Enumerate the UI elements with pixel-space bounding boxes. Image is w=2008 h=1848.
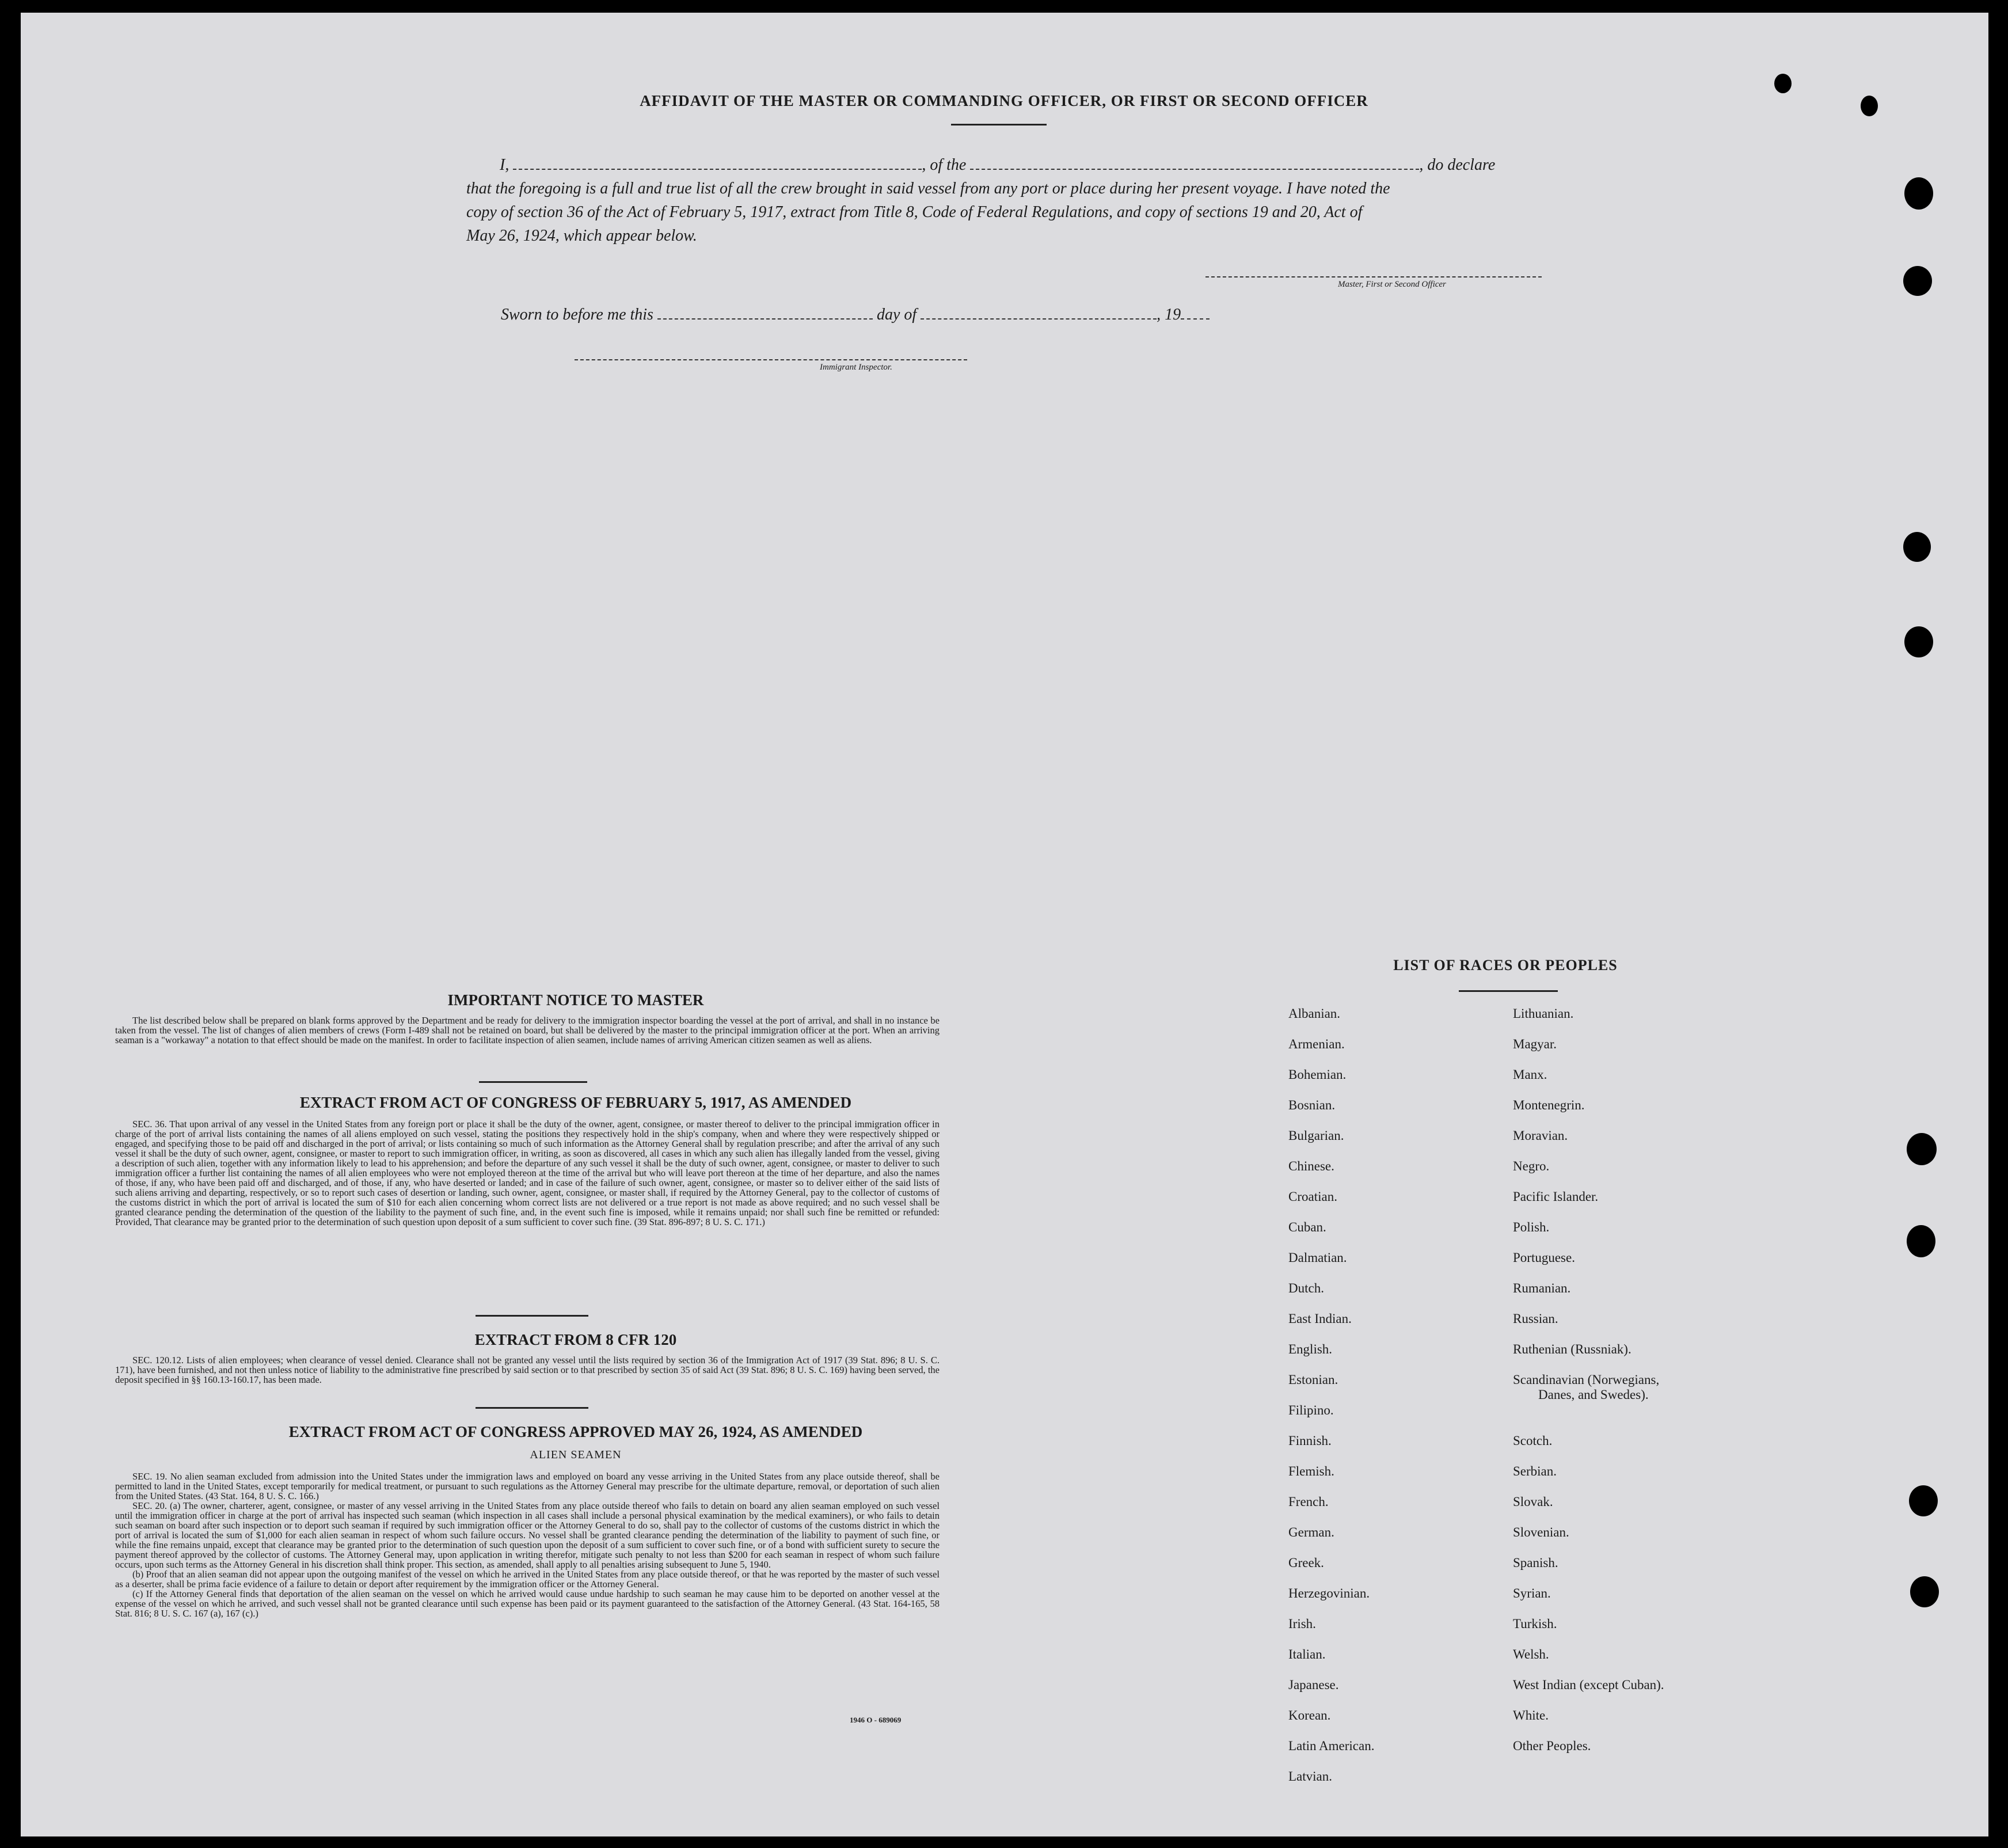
race-item: Filipino. <box>1288 1403 1334 1417</box>
extract-1917-body <box>115 1119 940 1227</box>
day-of-label: day of <box>876 306 917 324</box>
sec-20b-paragraph: (b) Proof that an alien seaman did not appear upon the outgoing manifest of the vessel on which he arrived in the United States from any place outside thereof, or that he was reported by the master of such vessel as a deserter, shall be prima facie evidence of a failure to detain or deport after requirement by the immigration officer or the Attorney General. <box>115 1569 940 1590</box>
sworn-line <box>501 303 1210 327</box>
extract-1917-title: EXTRACT FROM ACT OF CONGRESS OF FEBRUARY 5, 1917, AS AMENDED <box>299 1094 852 1111</box>
section-rule <box>479 1081 587 1083</box>
race-item: German. <box>1288 1525 1334 1539</box>
race-item: Armenian. <box>1288 1037 1345 1051</box>
race-item: Finnish. <box>1288 1433 1332 1448</box>
race-item: Slovenian. <box>1513 1525 1569 1539</box>
race-item: Irish. <box>1288 1617 1316 1631</box>
race-item: Herzegovinian. <box>1288 1586 1370 1600</box>
race-item: Scandinavian (Norwegians, <box>1513 1372 1660 1387</box>
extract-1924-body <box>115 1471 940 1618</box>
punch-hole <box>1903 532 1931 562</box>
race-item: Danes, and Swedes). <box>1538 1387 1649 1402</box>
punch-hole <box>1907 1225 1935 1257</box>
race-item: Pacific Islander. <box>1513 1189 1599 1204</box>
race-item: Bosnian. <box>1288 1098 1336 1112</box>
section-rule <box>476 1315 588 1317</box>
extract-1924-title: EXTRACT FROM ACT OF CONGRESS APPROVED MAY 26, 1924, AS AMENDED <box>288 1423 863 1440</box>
race-item: English. <box>1288 1342 1333 1356</box>
race-item: Korean. <box>1288 1708 1331 1722</box>
race-item: Croatian. <box>1288 1189 1337 1204</box>
race-item: West Indian (except Cuban). <box>1513 1678 1664 1692</box>
race-item: Russian. <box>1513 1311 1558 1326</box>
sec-19-paragraph: SEC. 19. No alien seaman excluded from admission into the United States under the immigration laws and employed on board any vesse arriving in the United States from any place outside thereof, shall be permitted to land in the United States, except temporarily for medical treatment, or pursuant to such regulations as the Attorney General may prescribe for the ultimate departure, removal, or deportation of such alien from the United States. (43 Stat. 164, 8 U. S. C. 166.) <box>115 1471 940 1501</box>
race-item: Polish. <box>1513 1220 1550 1234</box>
affidavit-line2: that the foregoing is a full and true list of all the crew brought in said vessel from any port or place during her present voyage. I have noted the <box>466 180 1390 197</box>
race-item: East Indian. <box>1288 1311 1352 1326</box>
race-item: Dalmatian. <box>1288 1250 1347 1265</box>
race-item: White. <box>1513 1708 1549 1722</box>
extract-cfr-title: EXTRACT FROM 8 CFR 120 <box>474 1331 677 1348</box>
race-item: Italian. <box>1288 1647 1326 1661</box>
punch-hole <box>1904 177 1933 210</box>
race-item: Montenegrin. <box>1513 1098 1585 1112</box>
punch-hole <box>1774 74 1792 93</box>
race-item: Turkish. <box>1513 1617 1557 1631</box>
section-rule <box>476 1407 588 1409</box>
race-item: Bulgarian. <box>1288 1128 1344 1143</box>
sec-120-paragraph: SEC. 120.12. Lists of alien employees; when clearance of vessel denied. Clearance shall not be granted any vessel until the lists required by section 36 of the Immigration Act of 1917 (39 Stat. 896; 8 U. S. C. 171), have been furnished, and not then unless notice of liability to the administrative fine prescribed by said section or to that prescribed by section 35 of said Act (39 Stat. 896; 8 U. S. C. 169) having been served, the deposit specified in §§ 160.13-160.17, has been made. <box>115 1355 940 1385</box>
race-item: Serbian. <box>1513 1464 1557 1478</box>
race-item: Greek. <box>1288 1556 1324 1570</box>
races-rule <box>1459 990 1558 992</box>
notice-body <box>115 1016 940 1045</box>
race-item: Scotch. <box>1513 1433 1553 1448</box>
inspector-label: Immigrant Inspector. <box>820 363 892 372</box>
race-item: Rumanian. <box>1513 1281 1571 1295</box>
race-item: Spanish. <box>1513 1556 1558 1570</box>
race-item: Slovak. <box>1513 1495 1553 1509</box>
master-signature-field[interactable] <box>1205 273 1542 277</box>
race-item: Dutch. <box>1288 1281 1324 1295</box>
punch-hole <box>1909 1485 1938 1516</box>
affidavit-line1 <box>500 153 1547 177</box>
race-item: Other Peoples. <box>1513 1739 1591 1753</box>
sec-36-paragraph: SEC. 36. That upon arrival of any vessel in the United States from any foreign port or place it shall be the duty of the owner, agent, consignee, or master thereof to deliver to the principal immigration officer in charge of the port of arrival lists containing the names of all aliens employed on such vessel, stating the positions they respectively hold in the ship's company, when and where they were respectively shipped or engaged, and specifying those to be paid off and discharged in the port of arrival; or lists containing so much of such information as the Attorney General shall by regulation prescribe; and after the arrival of any such vessel it shall be the duty of such owner, agent, consignee, or master to report to such immigration officer, in writing, as soon as discovered, all cases in which any such alien has illegally landed from the vessel, giving a description of such alien, together with any information likely to lead to his apprehension; and before the departure of any such vessel it shall be the duty of such owner, agent, consignee, or master to deliver to such immigration officer a further list containing the names of all alien employees who were not employed thereon at the time of the arrival but who will leave port thereon at the time of her departure, and also the names of those, if any, who have been paid off and discharged, and of those, if any, who have deserted or landed; and in case of the failure of such owner, agent, consignee, or master so to deliver either of the said lists of such aliens arriving and departing, respectively, or so to report such cases of desertion or landing, such owner, agent, consignee, or master shall, if required by the Attorney General, pay to the collector of customs of the customs district in which the port of arrival is located the sum of $10 for each alien concerning whom correct lists are not delivered or a true report is not made as above required; and no such vessel shall be granted clearance pending the determination of the question of the liability to the payment of such fine, and, in the event such fine is imposed, while it remains unpaid; nor shall such fine be remitted or refunded: Provided, That clearance may be granted prior to the determination of such question upon deposit of a sum sufficient to cover such fine. (39 Stat. 896-897; 8 U. S. C. 171.) <box>115 1119 940 1227</box>
race-item: Welsh. <box>1513 1647 1549 1661</box>
race-item: Estonian. <box>1288 1372 1338 1387</box>
sworn-day-field[interactable] <box>657 315 873 320</box>
race-item: Negro. <box>1513 1159 1550 1173</box>
print-code: 1946 O - 689069 <box>850 1716 902 1724</box>
race-item: French. <box>1288 1495 1329 1509</box>
race-item: Flemish. <box>1288 1464 1334 1478</box>
alien-seamen-subtitle: ALIEN SEAMEN <box>530 1448 622 1461</box>
name-field[interactable] <box>513 165 922 170</box>
punch-hole <box>1910 1576 1939 1607</box>
race-item: Moravian. <box>1513 1128 1568 1143</box>
races-title: LIST OF RACES OR PEOPLES <box>1393 957 1618 974</box>
notice-paragraph: The list described below shall be prepared on blank forms approved by the Department and be ready for delivery to the immigration inspector boarding the vessel at the port of arrival, and shall in no instance be taken from the vessel. The list of changes of alien members of crews (Form I-489 shall not be retained on board, but shall be delivered by the master to the principal immigration officer at the port. When an arriving seaman is a "workaway" a notation to that effect should be made on the manifest. In order to facilitate inspection of alien seamen, include names of arriving American citizen seamen as well as aliens. <box>115 1015 940 1045</box>
punch-hole <box>1904 626 1933 657</box>
master-signature-label: Master, First or Second Officer <box>1338 280 1446 289</box>
race-item: Latin American. <box>1288 1739 1375 1753</box>
sec-20c-paragraph: (c) If the Attorney General finds that deportation of the alien seaman on the vessel on which he arrived would cause undue hardship to such seaman he may cause him to be deported on another vessel at the expense of the vessel on which he arrived, and such vessel shall not be granted clearance until such expense has been paid or its payment guaranteed to the satisfaction of the Attorney General. (43 Stat. 164-165, 58 Stat. 816; 8 U. S. C. 167 (a), 167 (c).) <box>115 1588 940 1619</box>
sworn-label: Sworn to before me this <box>501 306 653 324</box>
race-item: Latvian. <box>1288 1769 1332 1784</box>
i-label: I, <box>500 156 509 174</box>
affidavit-line4: May 26, 1924, which appear below. <box>466 227 697 245</box>
do-declare-label: , do declare <box>1419 156 1496 174</box>
race-item: Cuban. <box>1288 1220 1326 1234</box>
vessel-field[interactable] <box>970 165 1419 170</box>
race-item: Japanese. <box>1288 1678 1339 1692</box>
race-item: Manx. <box>1513 1067 1547 1082</box>
of-the-label: , of the <box>922 156 967 174</box>
race-item: Lithuanian. <box>1513 1006 1574 1021</box>
inspector-signature-field[interactable] <box>575 356 967 360</box>
title-rule <box>951 124 1047 126</box>
affidavit-title: AFFIDAVIT OF THE MASTER OR COMMANDING OFFICER, OR FIRST OR SECOND OFFICER <box>640 92 1368 109</box>
race-item: Bohemian. <box>1288 1067 1347 1082</box>
extract-cfr-body <box>115 1355 940 1385</box>
race-item: Portuguese. <box>1513 1250 1575 1265</box>
race-item: Syrian. <box>1513 1586 1551 1600</box>
sec-20a-paragraph: SEC. 20. (a) The owner, charterer, agent, consignee, or master of any vessel arriving in the United States from any place outside thereof who fails to detain on board any alien seaman employed on such vessel until the immigration officer in charge at the port of arrival has inspected such seaman (which inspection in all cases shall include a personal physical examination by the medical examiners), or who fails to detain such seaman on board after such inspection or to deport such seaman if required by such immigration officer or the Attorney General to do so, shall pay to the collector of customs of the customs district in which the port of arrival is located the sum of $1,000 for each alien seaman in respect of whom such failure occurs. No vessel shall be granted clearance pending the determination of the liability to payment of such fine, or while the fine remains unpaid, except that clearance may be granted prior to the determination of such question upon the deposit of a sum sufficient to cover such fine, or of a bond with sufficient surety to secure the payment thereof approved by the collector of customs. The Attorney General may, upon application in writing therefor, mitigate such penalty to not less than $200 for each seaman in respect of whom such failure occurs, upon such terms as the Attorney General in his discretion shall think proper. This section, as amended, shall apply to all penalties arising subsequent to June 5, 1940. <box>115 1500 940 1570</box>
punch-hole <box>1907 1133 1937 1165</box>
year-prefix: , 19 <box>1157 306 1181 324</box>
race-item: Albanian. <box>1288 1006 1341 1021</box>
sworn-year-field[interactable] <box>1181 315 1210 320</box>
punch-hole <box>1903 266 1932 296</box>
sworn-month-field[interactable] <box>921 315 1157 320</box>
race-item: Magyar. <box>1513 1037 1557 1051</box>
race-item: Chinese. <box>1288 1159 1334 1173</box>
race-item: Ruthenian (Russniak). <box>1513 1342 1632 1356</box>
affidavit-line3: copy of section 36 of the Act of February 5, 1917, extract from Title 8, Code of Federal Regulations, and copy of sections 19 and 20, Act of <box>466 203 1363 221</box>
notice-title: IMPORTANT NOTICE TO MASTER <box>447 991 704 1009</box>
